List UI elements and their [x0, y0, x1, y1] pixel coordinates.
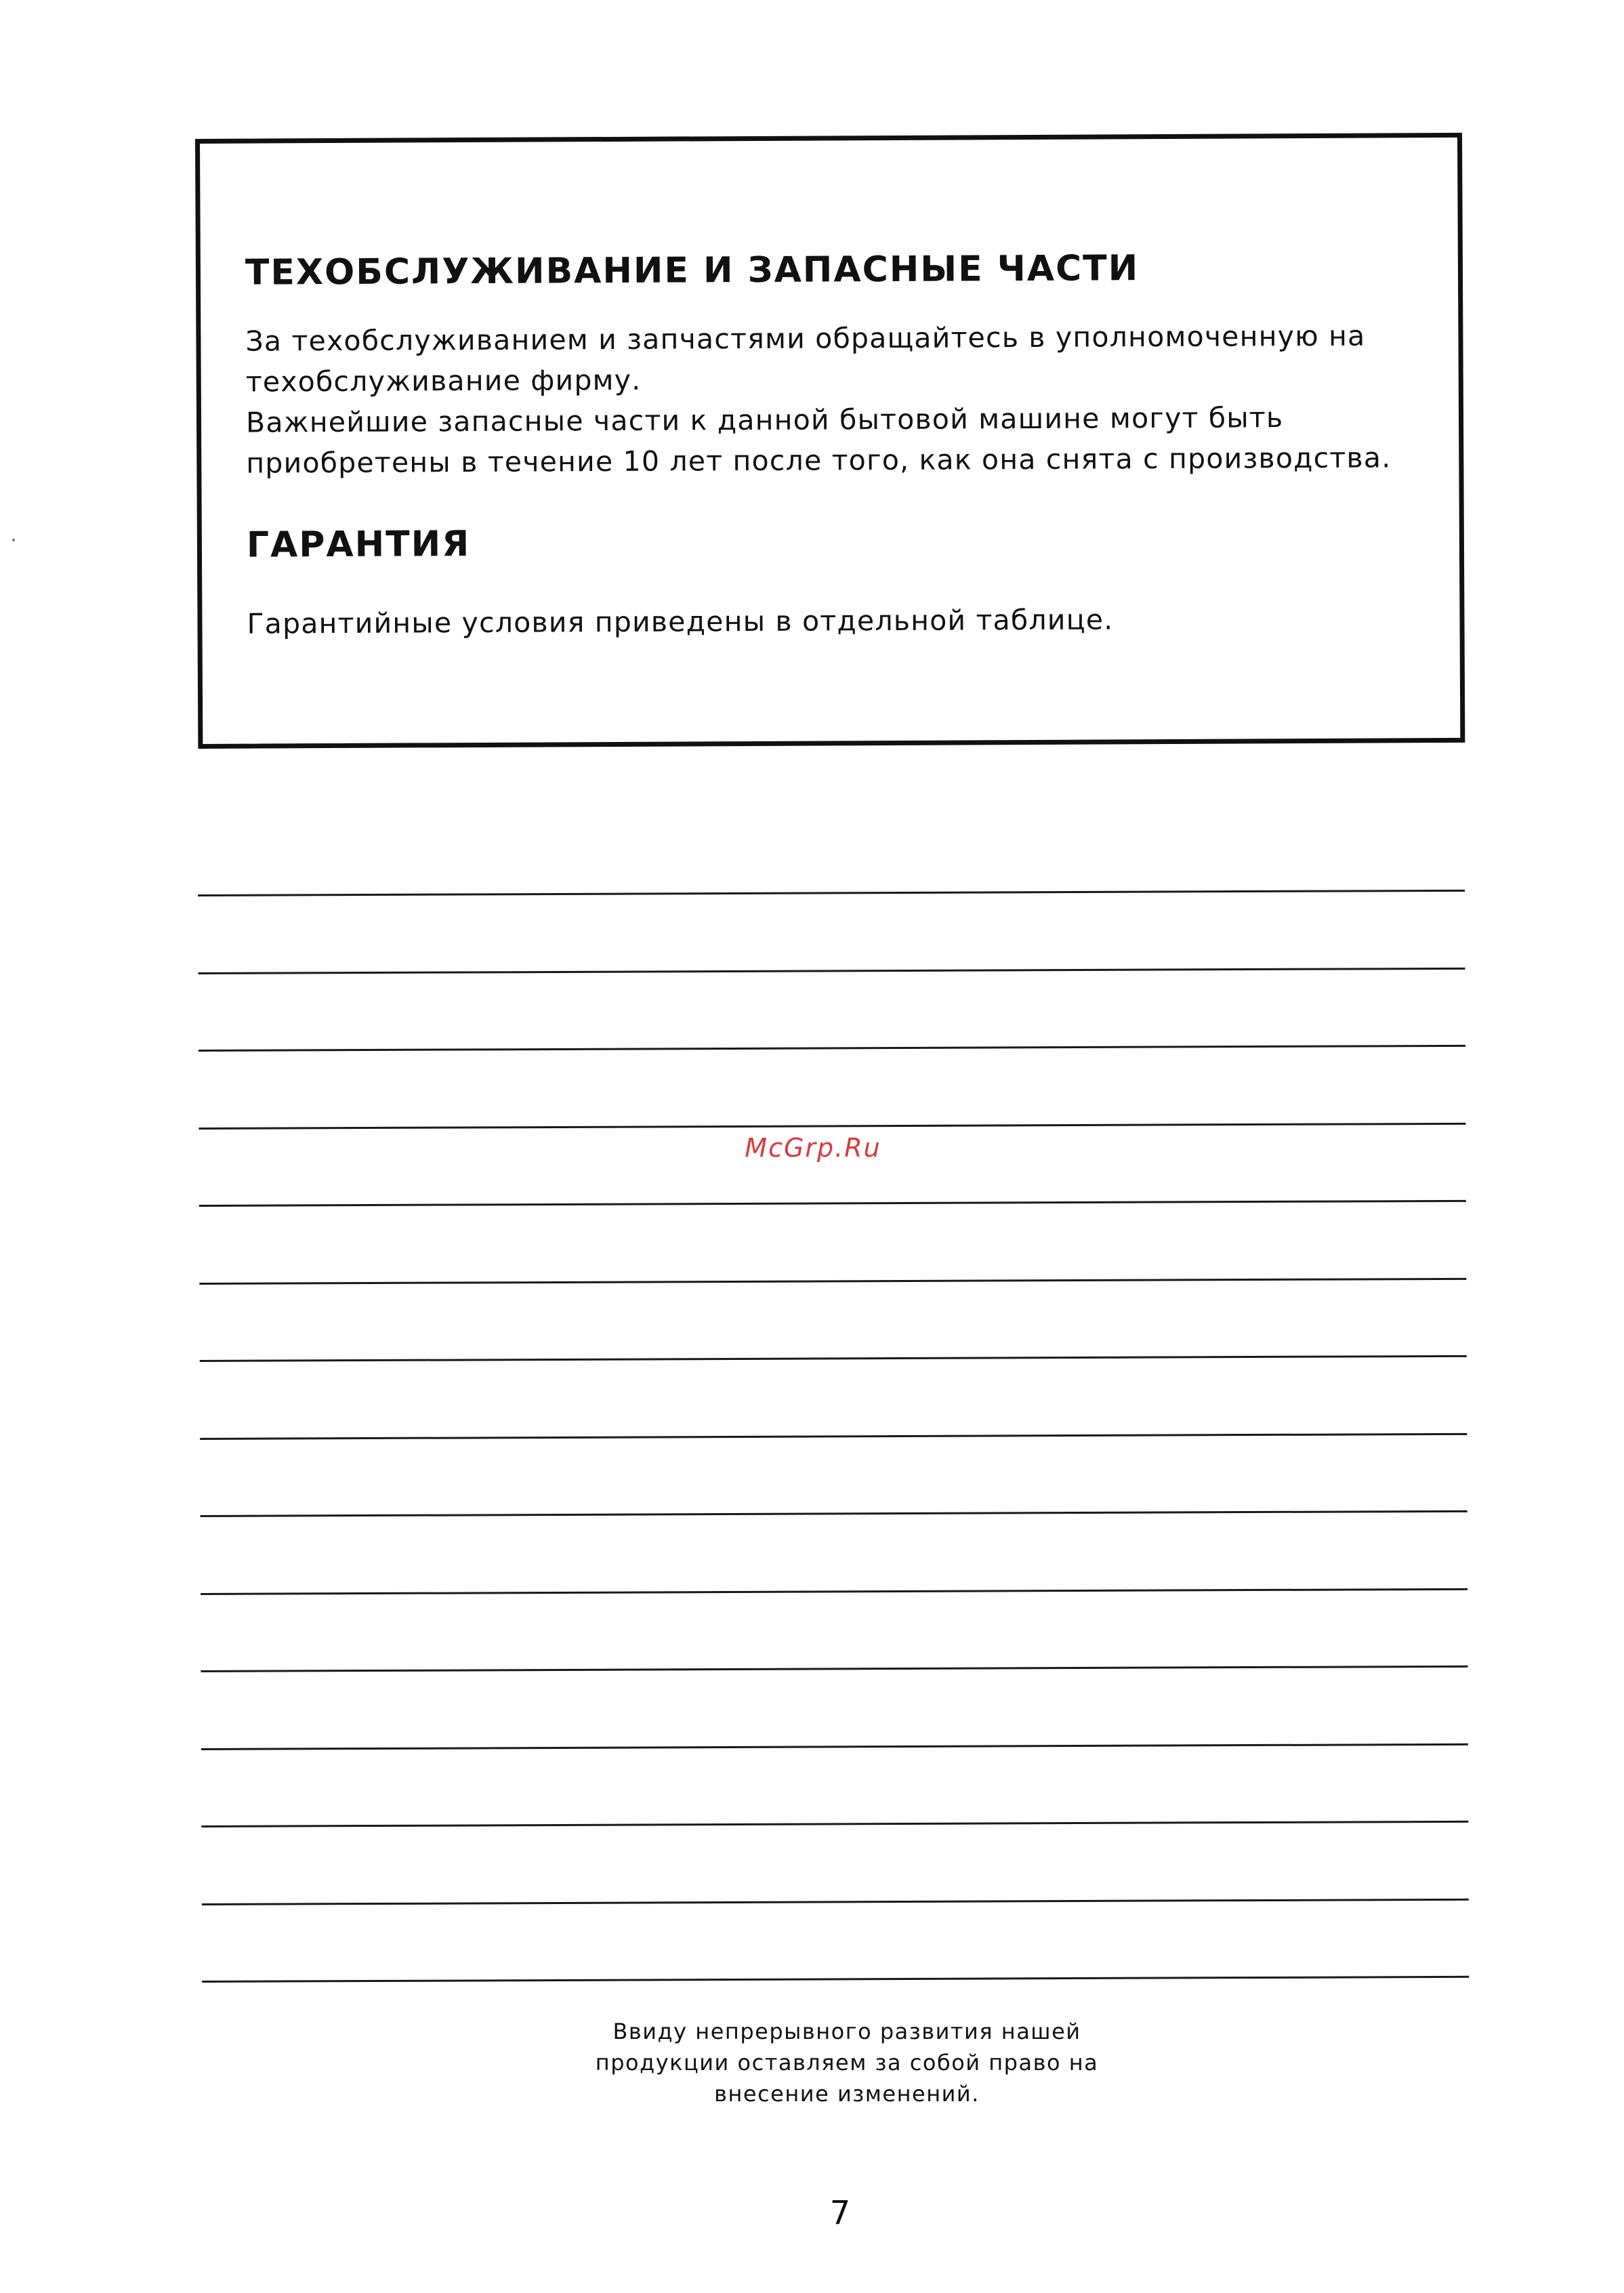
note-line — [201, 1510, 1467, 1517]
warranty-heading: ГАРАНТИЯ — [246, 524, 471, 566]
note-line — [201, 1588, 1467, 1594]
page-number: 7 — [829, 2194, 851, 2232]
footer-line-2: продукции оставляем за собой право на — [595, 2050, 1099, 2075]
note-line — [201, 1666, 1467, 1672]
scan-speck — [12, 539, 15, 541]
note-line — [199, 967, 1465, 974]
watermark: McGrp.Ru — [745, 1133, 881, 1163]
note-line — [199, 1045, 1465, 1052]
note-line — [201, 1821, 1468, 1827]
notes-area — [198, 876, 1469, 1992]
note-line — [202, 1976, 1469, 1983]
service-paragraph-2: Важнейшие запасные части к данной бытовой машине могут быть приобретены в течение 10 лет после того, как она снята с производства. — [245, 401, 1392, 480]
footer-line-1: Ввиду непрерывного развития нашей — [612, 2019, 1081, 2044]
note-line — [199, 1277, 1466, 1284]
service-paragraph-1: За техобслуживанием и запчастями обращайтесь в уполномоченную на техобслуживание фирму. — [245, 319, 1366, 399]
note-line — [201, 1743, 1468, 1750]
service-heading: ТЕХОБСЛУЖИВАНИЕ И ЗАПАСНЫЕ ЧАСТИ — [245, 248, 1140, 293]
note-line — [202, 1898, 1469, 1905]
note-line — [200, 1355, 1467, 1362]
warranty-paragraph: Гарантийные условия приведены в отдельной таблице. — [247, 603, 1114, 640]
note-line — [199, 1122, 1465, 1129]
note-line — [199, 1200, 1466, 1207]
footer-note — [576, 2016, 1118, 2109]
footer-line-3: внесение изменений. — [714, 2081, 980, 2107]
info-box — [195, 133, 1465, 749]
info-box-content — [245, 246, 1426, 644]
note-line — [198, 890, 1465, 896]
note-line — [200, 1432, 1467, 1439]
